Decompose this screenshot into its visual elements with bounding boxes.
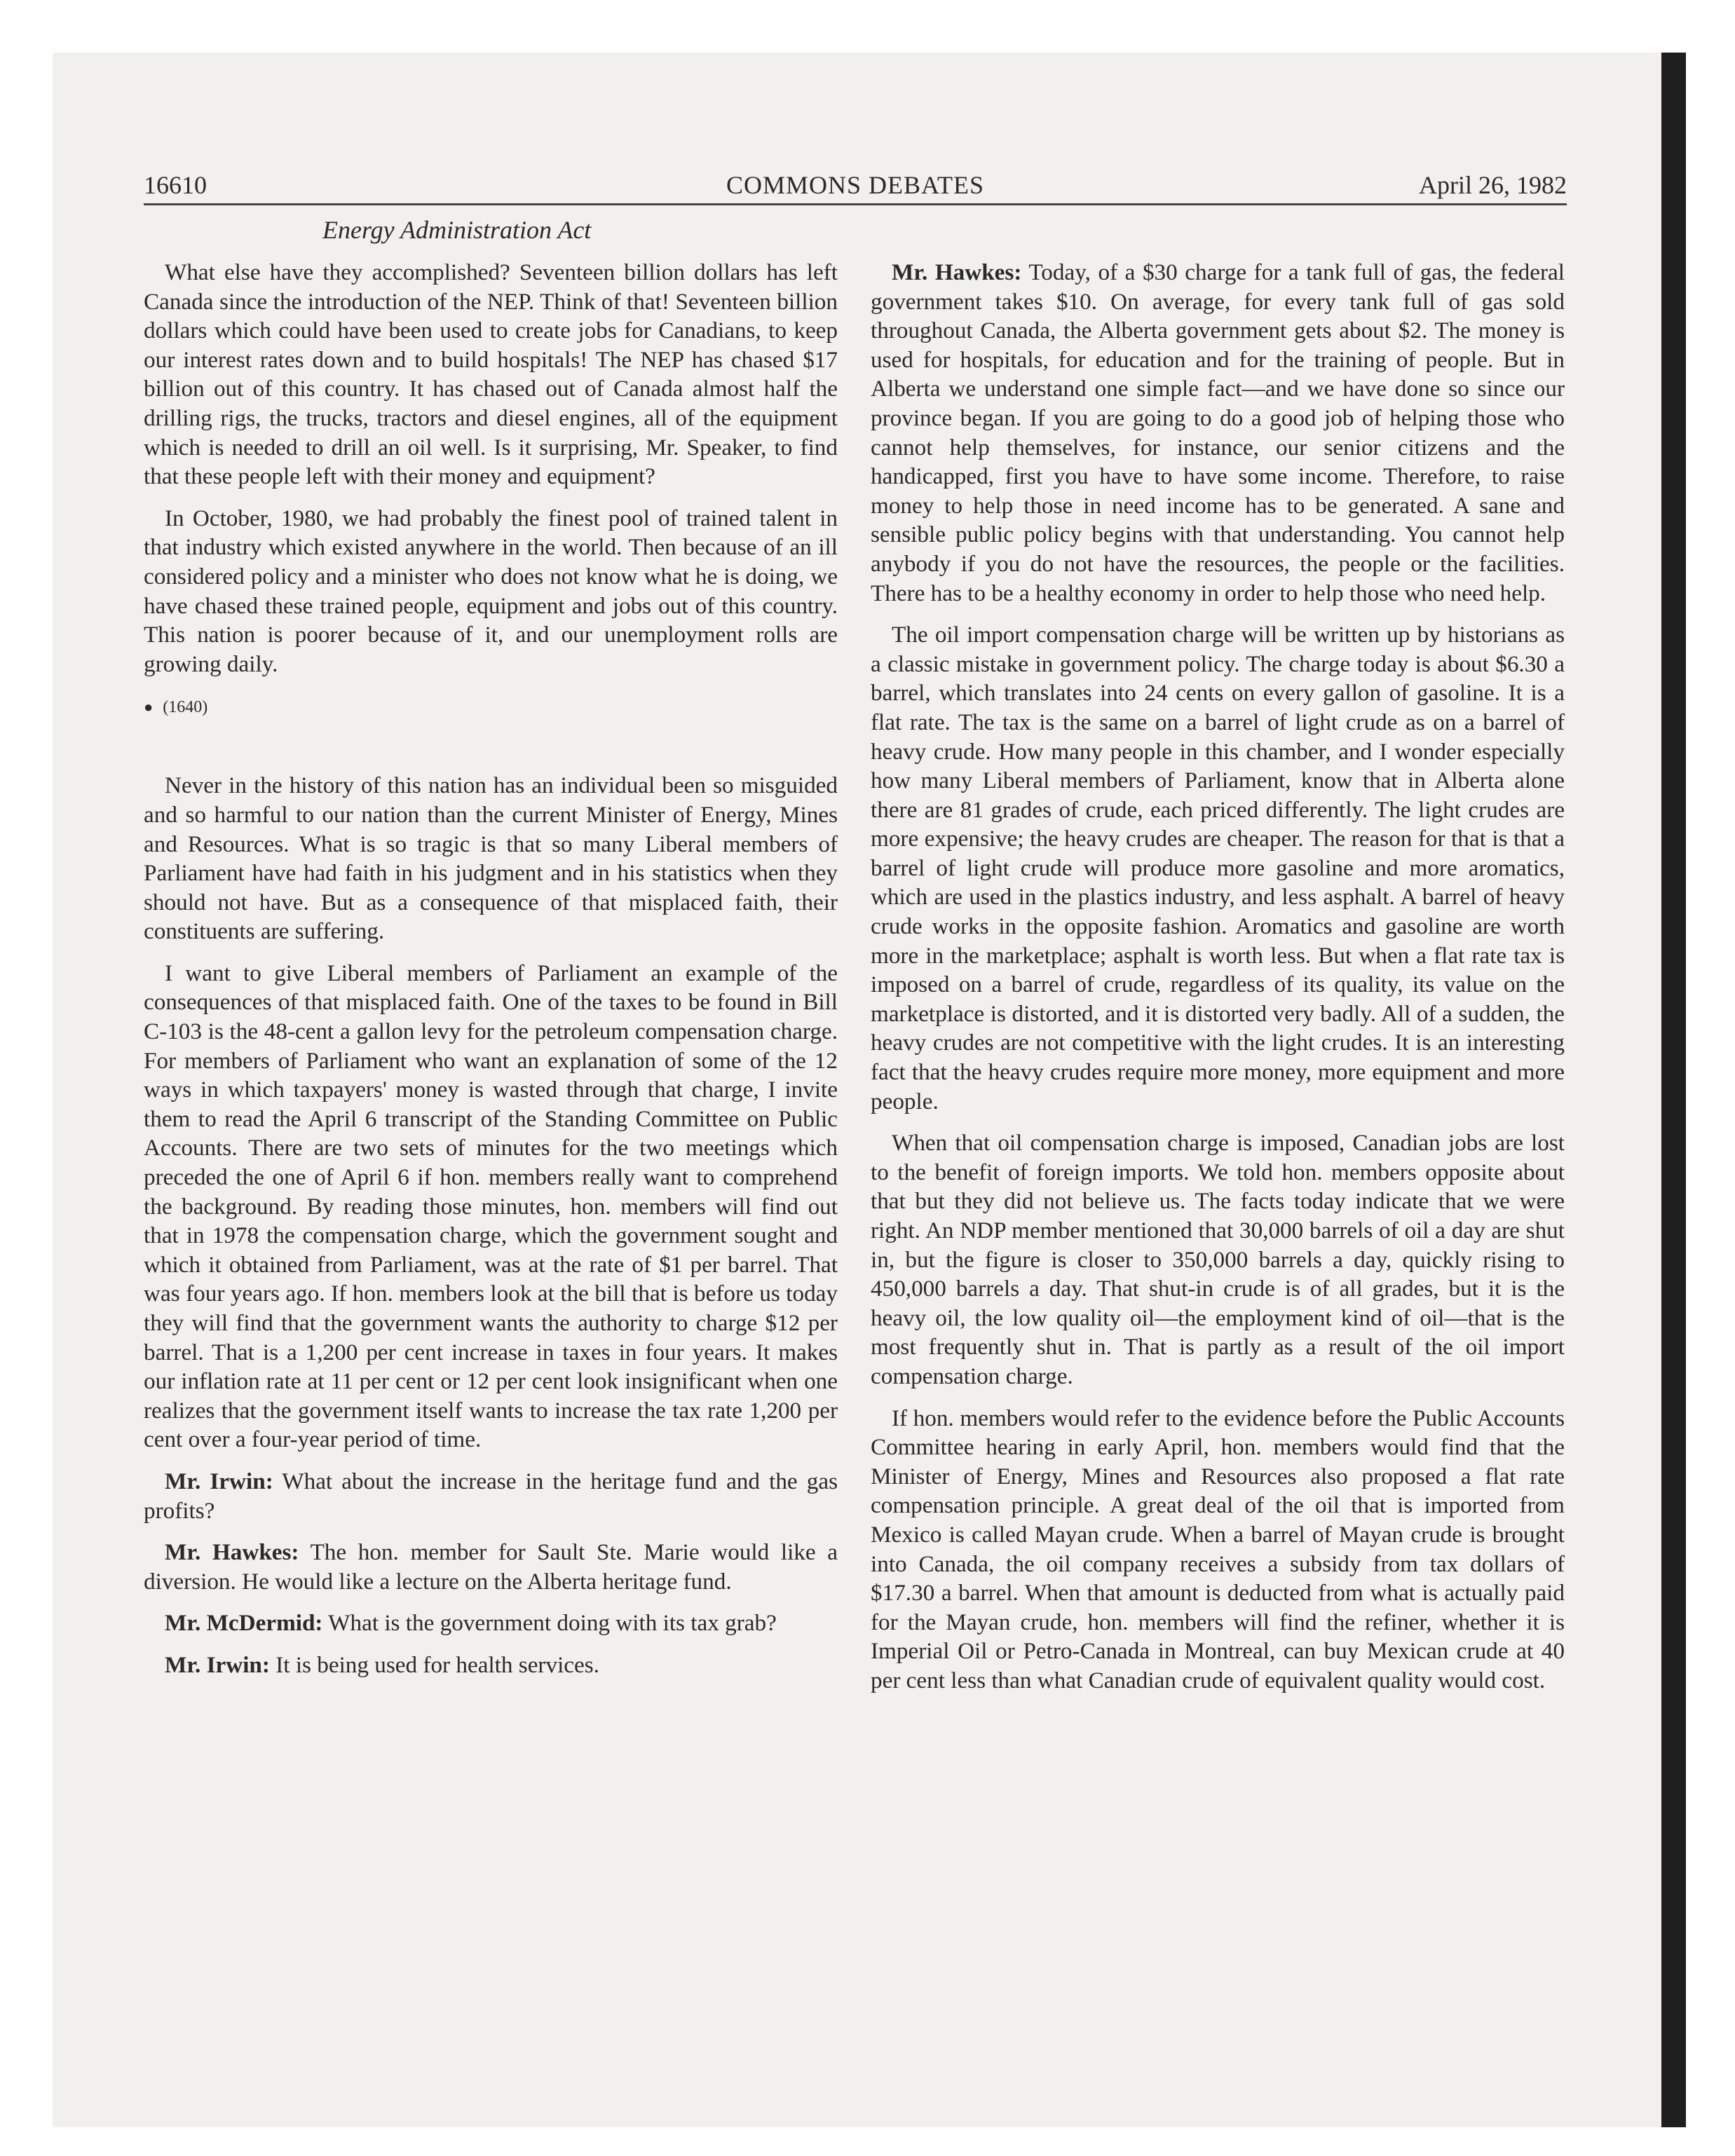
speaker-name: Mr. Hawkes: [892,259,1022,285]
speech-text: What about the increase in the heritage fund and the gas profits? [144,1468,838,1524]
speaker-name: Mr. McDermid: [165,1610,323,1637]
speaker-name: Mr. Irwin: [165,1651,270,1678]
paragraph: The oil import compensation charge will be written up by historians as a classic mistake in government policy. The charge today is about $6.30 a barrel, which translates into 24 cents on every gallon of gasoline. It is a flat rate. The tax is the same on a barrel of light crude as on a barrel of heavy crude. How many people in this chamber, and I wonder especially how many Liberal members of Parliament, know that in Alberta alone there are 81 grades of crude, each priced differently. The light crudes are more expensive; the heavy crudes are cheaper. The reason for that is that a barrel of light crude will produce more gasoline and more aromatics, which are used in the plastics industry, and less asphalt. A barrel of heavy crude works in the opposite fashion. Aromatics and gasoline are worth more in the marketplace; asphalt is worth less. But when a flat rate tax is imposed on a barrel of crude, regardless of its quality, its value on the marketplace is distorted, and it is distorted very badly. All of a sudden, the heavy crudes are not competitive with the light crudes. It is an interesting fact that the heavy crudes require more money, more equipment and more people. [871,622,1565,1114]
speech-paragraph [144,1538,838,1596]
timestamp-marker [144,697,838,718]
paragraph: When that oil compensation charge is imposed, Canadian jobs are lost to the benefit of foreign imports. We told hon. members opposite about that but they did not believe us. The facts today indicate that we were right. An NDP member mentioned that 30,000 barrels of oil a day are shut in, but the figure is closer to 350,000 barrels a day, quickly rising to 450,000 barrels a day. That shut-in crude is of all grades, but it is the heavy oil, the low quality oil—the employment kind of oil—that is the most frequently shut in. That is partly as a result of the oil import compensation charge. [871,1130,1565,1389]
right-column [871,258,1565,1708]
paragraph: I want to give Liberal members of Parliament an example of the consequences of that misplaced faith. One of the taxes to be found in Bill C-103 is the 48-cent a gallon levy for the petroleum compensation charge. For members of Parliament who want an explanation of some of the 12 ways in which taxpayers' money is wasted through that charge, I invite them to read the April 6 transcript of the Standing Committee on Public Accounts. There are two sets of minutes for the two meetings which preceded the one of April 6 if hon. members really want to comprehend the background. By reading those minutes, hon. members will find out that in 1978 the compensation charge, which the government sought and which it obtained from Parliament, was at the rate of $1 per barrel. That was four years ago. If hon. members look at the bill that is before us today they will find that the government wants the authority to charge $12 per barrel. That is a 1,200 per cent increase in taxes in four years. It makes our inflation rate at 11 per cent or 12 per cent look insignificant when one realizes that the government itself wants to increase the tax rate 1,200 per cent over a four-year period of time. [144,960,838,1453]
speech-text: Today, of a $30 charge for a tank full of gas, the federal government takes $10. On average, for every tank full of gas sold throughout Canada, the Alberta government gets about $2. The money is used for hospitals, for education and for the training of people. But in Alberta we understand one simple fact—and we have done so since our province began. If you are going to do a good job of helping those who cannot help themselves, for instance, our senior citizens and the handicapped, first you have to have some income. Therefore, to raise money to help those in need income has to be generated. A sane and sensible public policy begins with that understanding. You cannot help anybody if you do not have the resources, the people or the facilities. There has to be a healthy economy in order to help those who need help. [871,259,1565,606]
section-title: Energy Administration Act [322,216,592,244]
paragraph: Never in the history of this nation has an individual been so misguided and so harmful to our nation than the current Minister of Energy, Mines and Resources. What is so tragic is that so many Liberal members of Parliament have had faith in his judgment and in his statistics when they should not have. But as a consequence of that misplaced faith, their constituents are suffering. [144,772,838,945]
speech-text: It is being used for health services. [269,1651,599,1678]
speech-text: The hon. member for Sault Ste. Marie would like a diversion. He would like a lecture on the Alberta heritage fund. [144,1539,838,1595]
speech-paragraph [871,258,1565,608]
timestamp-text: (1640) [163,698,208,717]
publication-title: COMMONS DEBATES [726,171,985,199]
paragraph: If hon. members would refer to the evidence before the Public Accounts Committee hearing in early April, hon. members would find that the Minister of Energy, Mines and Resources also proposed a flat rate compensation principle. A great deal of the oil that is imported from Mexico is called Mayan crude. When a barrel of Mayan crude is brought into Canada, the oil company receives a subsidy from tax dollars of $17.30 a barrel. When that amount is deducted from what is actually paid for the Mayan crude, hon. members will find the refiner, whether it is Imperial Oil or Petro-Canada in Montreal, can buy Mexican crude at 40 per cent less than what Canadian crude of equivalent quality would cost. [871,1405,1565,1693]
paragraph: In October, 1980, we had probably the finest pool of trained talent in that industry which existed anywhere in the world. Then because of an ill considered policy and a minister who does not know what he is doing, we have chased these trained people, equipment and jobs out of this country. This nation is poorer because of it, and our unemployment rolls are growing daily. [144,505,838,677]
speech-paragraph [144,1651,838,1680]
page-header [144,167,1567,205]
speech-paragraph [144,1467,838,1525]
left-column [144,258,838,1693]
bullet-icon: ● [144,698,154,716]
speaker-name: Mr. Hawkes: [165,1539,299,1566]
paragraph: What else have they accomplished? Seventeen billion dollars has left Canada since the introduction of the NEP. Think of that! Seventeen billion dollars which could have been used to create jobs for Canadians, to keep our interest rates down and to build hospitals! The NEP has chased $17 billion out of this country. It has chased out of Canada almost half the drilling rigs, the trucks, tractors and diesel engines, all of the equipment which is needed to drill an oil well. Is it surprising, Mr. Speaker, to find that these people left with their money and equipment? [144,259,838,490]
page-date: April 26, 1982 [1419,171,1567,199]
page-number: 16610 [144,171,207,199]
speech-paragraph [144,1609,838,1638]
speaker-name: Mr. Irwin: [165,1468,273,1494]
speech-text: What is the government doing with its tax grab? [322,1610,777,1637]
